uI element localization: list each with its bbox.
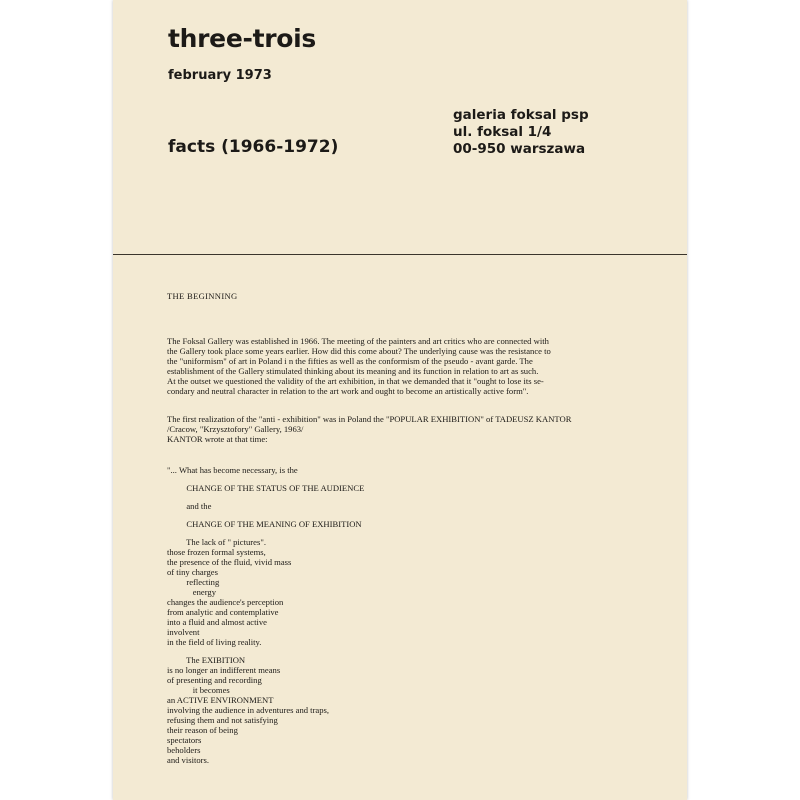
quote-line: involvent [167, 627, 200, 637]
quote-line: the presence of the fluid, vivid mass [167, 557, 292, 567]
page-title: three-trois [168, 24, 316, 53]
quote-line: CHANGE OF THE STATUS OF THE AUDIENCE [167, 483, 365, 493]
quote-line: reflecting [167, 577, 220, 587]
quote-line [167, 647, 364, 655]
quote-line: refusing them and not satisfying [167, 715, 278, 725]
publication-date: february 1973 [168, 68, 272, 83]
quote-line: into a fluid and almost active [167, 617, 267, 627]
address-line: ul. foksal 1/4 [453, 124, 552, 140]
quote-line: involving the audience in adventures and traps, [167, 705, 330, 715]
quote-line: CHANGE OF THE MEANING OF EXHIBITION [167, 519, 362, 529]
document-page [113, 0, 687, 800]
kantor-quote [167, 465, 364, 765]
address-line: galeria foksal psp [453, 107, 589, 123]
quote-line: The lack of " pictures". [167, 537, 266, 547]
quote-line: "... What has become necessary, is the [167, 465, 298, 475]
text-line: KANTOR wrote at that time: [167, 434, 268, 444]
quote-line: changes the audience's perception [167, 597, 284, 607]
text-line: the "uniformism" of art in Poland i n the fifties as well as the conformism of the pseudo - avant garde. The [167, 356, 533, 366]
gallery-address [453, 107, 589, 158]
text-line: the Gallery took place some years earlier. How did this come about? The underlying cause was the resistance to [167, 346, 551, 356]
quote-line: The EXIBITION [167, 655, 246, 665]
quote-line [167, 529, 364, 537]
document-subtitle: facts (1966-1972) [168, 137, 339, 157]
quote-line: those frozen formal systems, [167, 547, 266, 557]
quote-line: from analytic and contemplative [167, 607, 279, 617]
quote-line [167, 475, 364, 483]
quote-line: their reason of being [167, 725, 238, 735]
address-line: 00-950 warszawa [453, 141, 586, 157]
text-line: establishment of the Gallery stimulated thinking about its meaning and its function in relation to art as such. [167, 366, 539, 376]
quote-line: of presenting and recording [167, 675, 262, 685]
paragraph-intro [167, 336, 672, 396]
quote-line: energy [167, 587, 217, 597]
divider [113, 254, 687, 255]
quote-line [167, 511, 364, 519]
text-line: The Foksal Gallery was established in 1966. The meeting of the painters and art critics who are connected with [167, 336, 549, 346]
quote-line: is no longer an indifferent means [167, 665, 281, 675]
text-line: /Cracow, "Krzysztofory" Gallery, 1963/ [167, 424, 304, 434]
text-line: The first realization of the "anti - exhibition" was in Poland the "POPULAR EXHIBITION" of TADEUSZ KANTOR [167, 414, 572, 424]
section-heading: THE BEGINNING [167, 291, 238, 301]
quote-line: beholders [167, 745, 201, 755]
quote-line [167, 493, 364, 501]
text-line: At the outset we questioned the validity of the art exhibition, in that we demanded that it "ought to lose its se- [167, 376, 544, 386]
text-line: condary and neutral character in relation to the art work and ought to become an artistically active form". [167, 386, 529, 396]
quote-line: an ACTIVE ENVIRONMENT [167, 695, 274, 705]
quote-line: spectators [167, 735, 202, 745]
quote-line: it becomes [167, 685, 230, 695]
quote-line: of tiny charges [167, 567, 218, 577]
quote-line: and the [167, 501, 212, 511]
quote-line: and visitors. [167, 755, 210, 765]
quote-line: in the field of living reality. [167, 637, 262, 647]
paragraph-anti-exhibition [167, 414, 672, 444]
